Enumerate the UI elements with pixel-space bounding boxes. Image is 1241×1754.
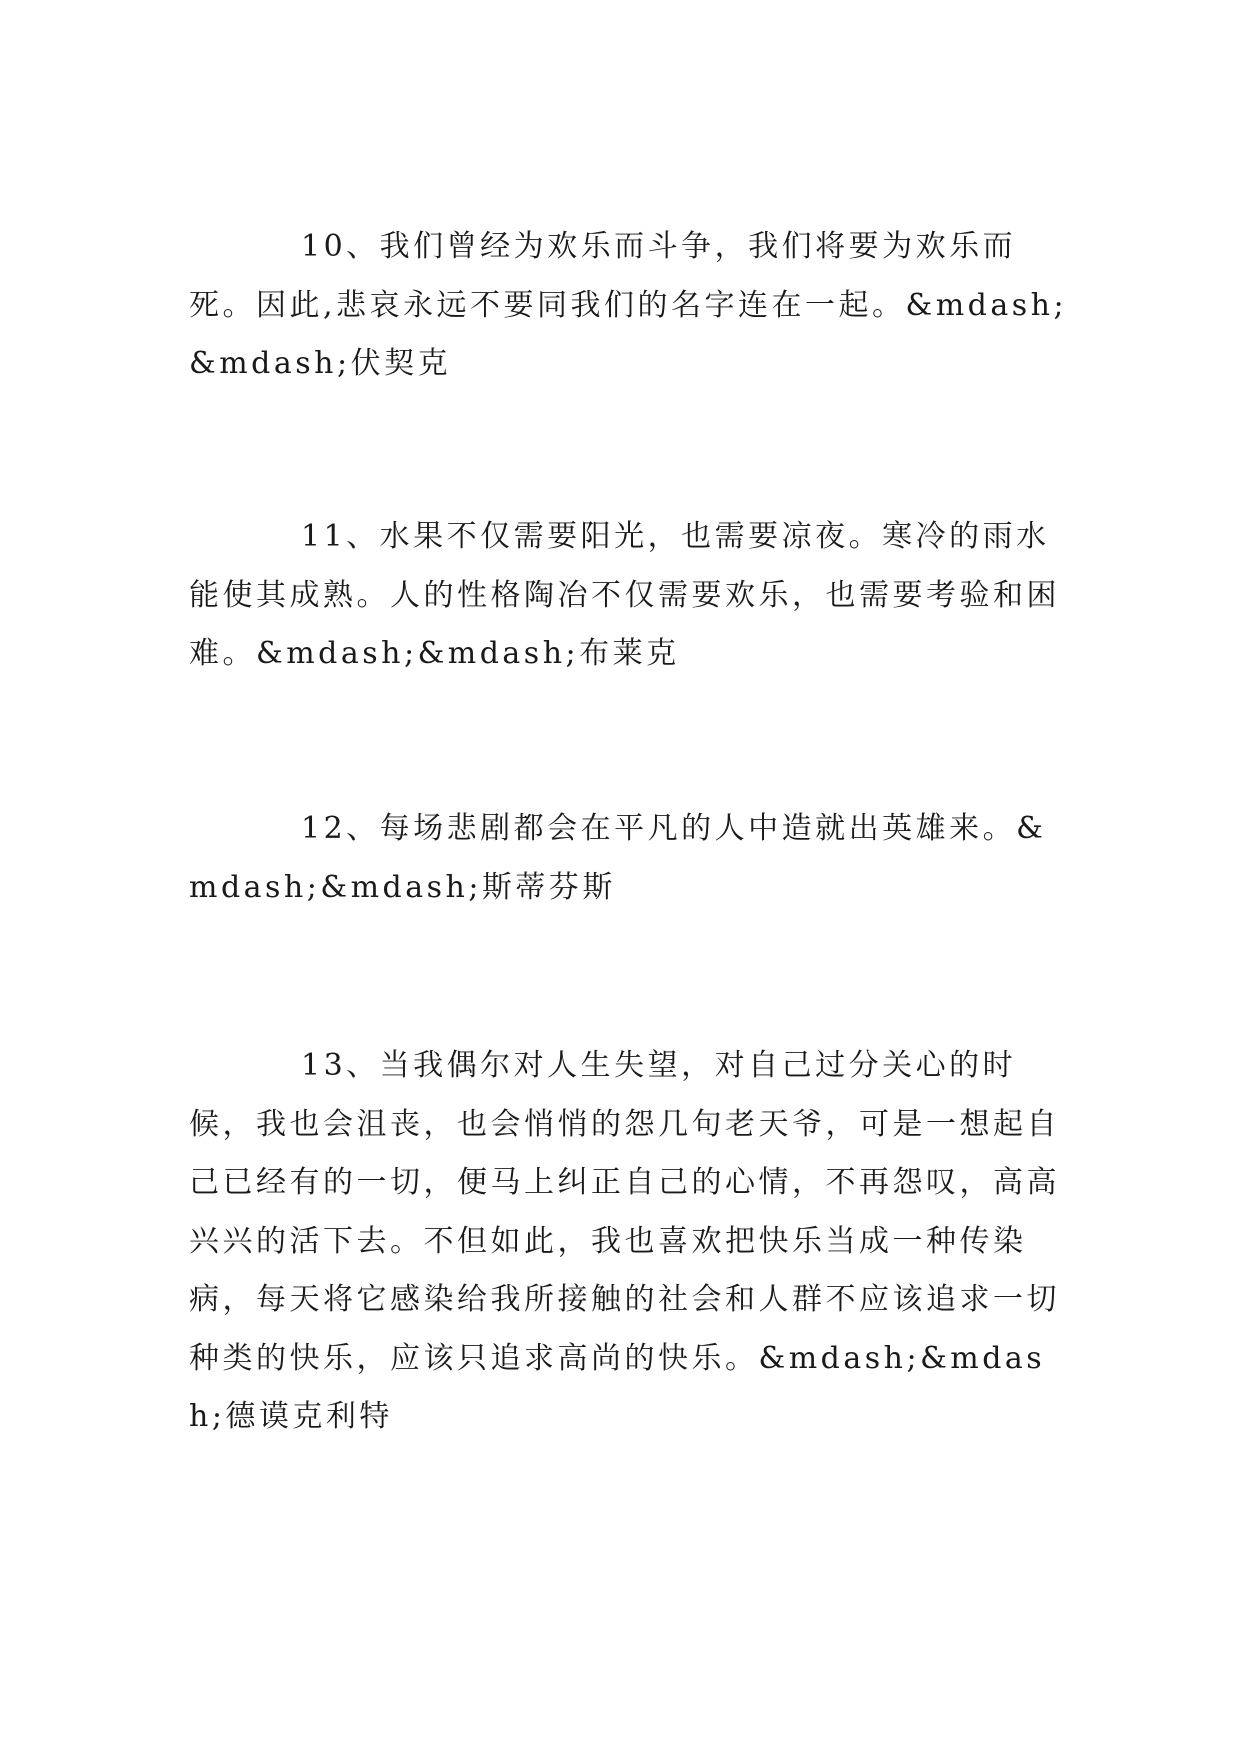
quote-paragraph-11: 11、水果不仅需要阳光，也需要凉夜。寒冷的雨水能使其成熟。人的性格陶冶不仅需要欢乐，也需要考验和困难。&mdash;&mdash;布莱克	[189, 519, 1060, 671]
quote-paragraph-13: 13、当我偶尔对人生失望，对自己过分关心的时候，我也会沮丧，也会悄悄的怨几句老天爷，可是一想起自己已经有的一切，便马上纠正自己的心情，不再怨叹，高高兴兴的活下去。不但如此，我也喜欢把快乐当成一种传染病，每天将它感染给我所接触的社会和人群不应该追求一切种类的快乐，应该只追求高尚的快乐。&mdash;&mdash;德谟克利特	[189, 1048, 1060, 1434]
quote-paragraph-12: 12、每场悲剧都会在平凡的人中造就出英雄来。&mdash;&mdash;斯蒂芬斯	[189, 811, 1047, 905]
quote-paragraph-10: 10、我们曾经为欢乐而斗争，我们将要为欢乐而死。因此,悲哀永远不要同我们的名字连在一起。&mdash;&mdash;伏契克	[189, 229, 1068, 381]
